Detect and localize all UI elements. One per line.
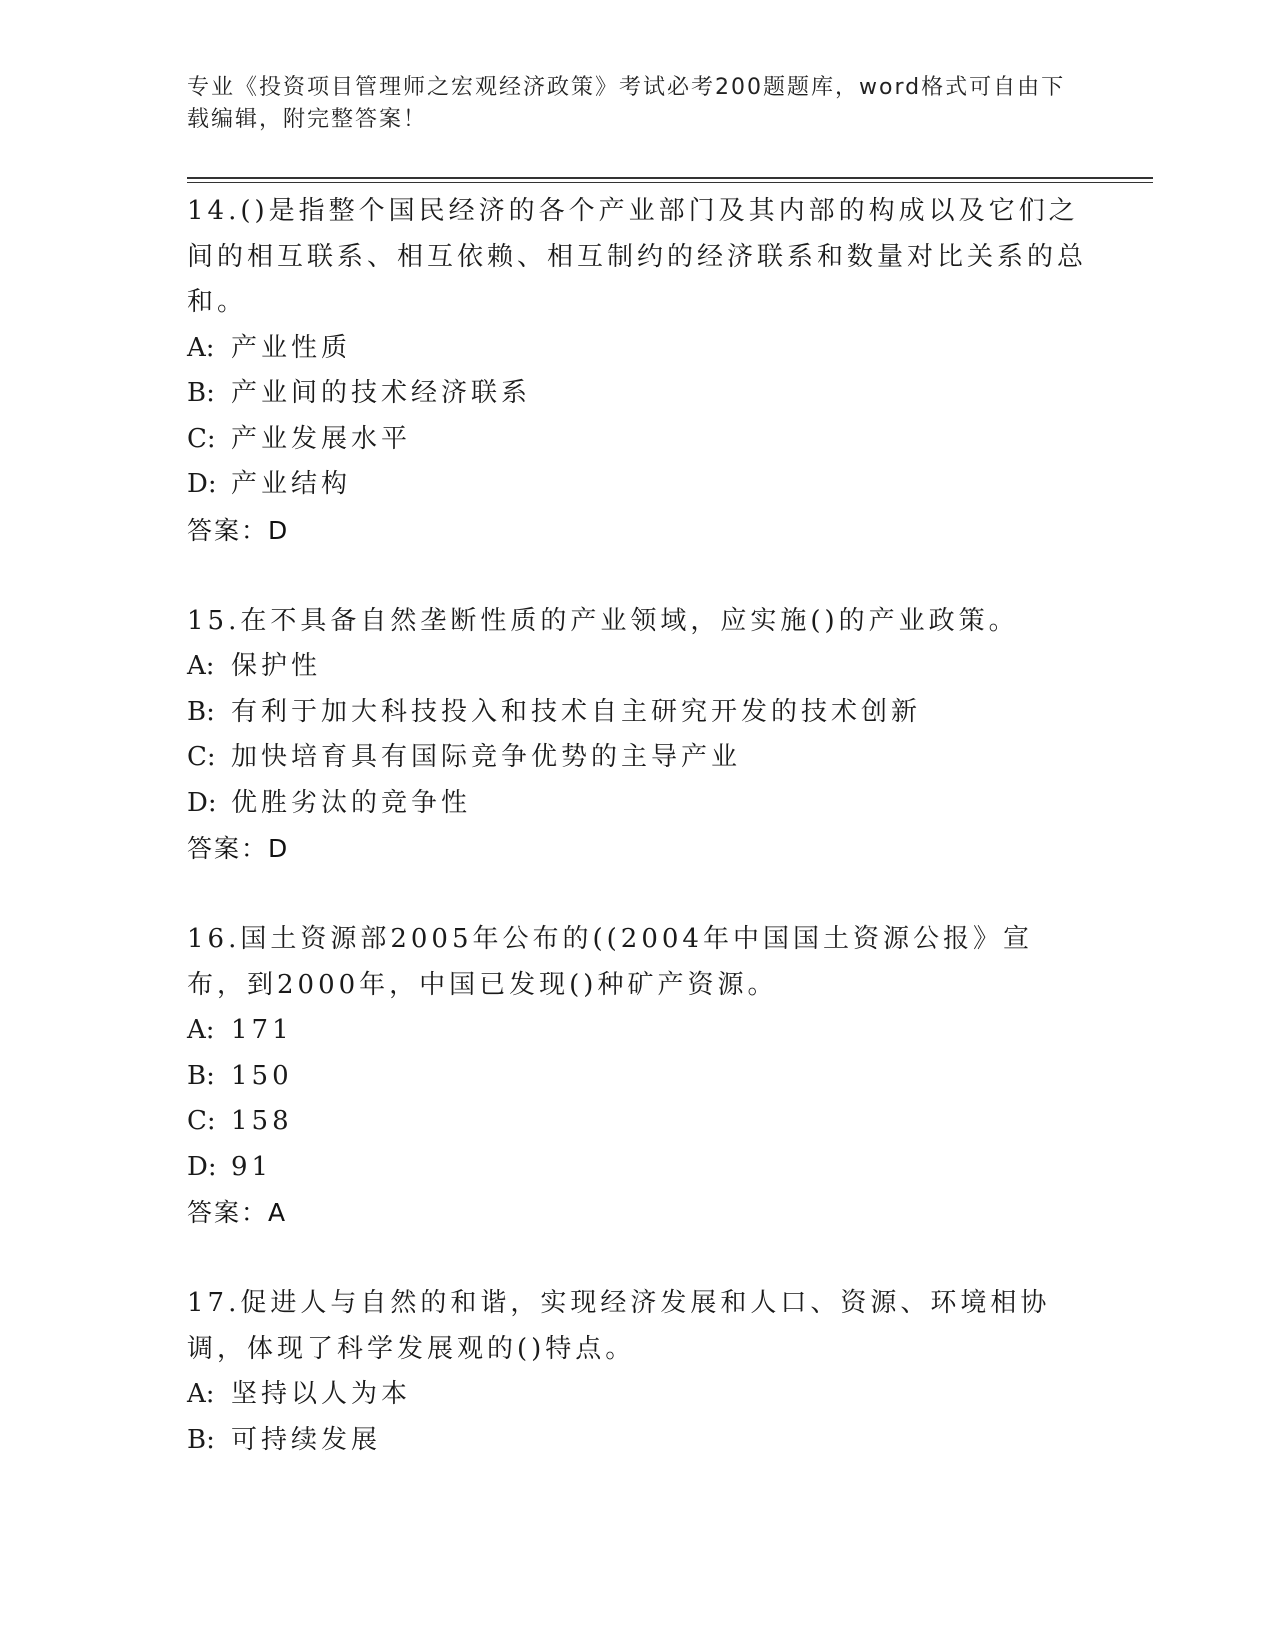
option-b: [187, 371, 1087, 417]
option-text: 坚持以人为本: [231, 1379, 412, 1409]
question-list: [187, 189, 1087, 1463]
option-b: [187, 1418, 1087, 1464]
option-letter: C:: [187, 423, 216, 454]
header-divider: [187, 177, 1153, 183]
option-letter: B:: [187, 696, 215, 727]
option-text: 171: [231, 1015, 293, 1045]
option-text: 有利于加大科技投入和技术自主研究开发的技术创新: [231, 696, 922, 727]
option-text: 保护性: [231, 651, 322, 681]
question-stem: 14.()是指整个国民经济的各个产业部门及其内部的构成以及它们之间的相互联系、相互依赖、相互制约的经济联系和数量对比关系的总和。: [187, 196, 1088, 317]
option-text: 158: [231, 1106, 293, 1136]
option-text: 产业结构: [231, 469, 352, 499]
option-text: 150: [231, 1060, 293, 1091]
question-spacer: [187, 553, 1087, 599]
option-letter: B:: [187, 378, 215, 408]
option-text: 加快培育具有国际竞争优势的主导产业: [231, 742, 742, 772]
question-spacer: [187, 872, 1087, 918]
answer-line: 答案：D: [187, 515, 290, 545]
option-text: 可持续发展: [231, 1424, 382, 1455]
option-text: 产业发展水平: [231, 423, 412, 454]
option-text: 91: [231, 1151, 273, 1182]
option-a: [187, 644, 1087, 690]
option-c: [187, 417, 1087, 463]
option-letter: A:: [187, 332, 215, 363]
option-letter: A:: [187, 1379, 215, 1409]
option-text: 产业间的技术经济联系: [231, 378, 532, 408]
option-c: [187, 1099, 1087, 1145]
question-16: [187, 917, 1087, 1236]
question-spacer: [187, 1236, 1087, 1282]
option-d: [187, 1145, 1087, 1191]
option-letter: A:: [187, 651, 215, 681]
option-a: [187, 1372, 1087, 1418]
option-a: [187, 1008, 1087, 1054]
question-stem: 15.在不具备自然垄断性质的产业领域，应实施()的产业政策。: [187, 605, 1019, 636]
option-letter: D:: [187, 787, 217, 818]
option-d: [187, 781, 1087, 827]
option-letter: C:: [187, 1106, 216, 1136]
option-text: 产业性质: [231, 332, 352, 363]
answer-line: 答案：A: [187, 1198, 288, 1227]
option-letter: D:: [187, 469, 217, 499]
option-letter: A:: [187, 1015, 215, 1045]
question-14: [187, 189, 1087, 553]
option-a: [187, 326, 1087, 372]
option-letter: B:: [187, 1060, 215, 1091]
option-letter: B:: [187, 1424, 215, 1455]
option-c: [187, 735, 1087, 781]
question-17: [187, 1281, 1087, 1463]
question-stem: 17.促进人与自然的和谐，实现经济发展和人口、资源、环境相协调，体现了科学发展观的()特点。: [187, 1288, 1051, 1364]
option-d: [187, 462, 1087, 508]
question-stem: 16.国土资源部2005年公布的((2004年中国国土资源公报》宣布，到2000年，中国已发现()种矿产资源。: [187, 924, 1033, 1000]
option-letter: C:: [187, 742, 216, 772]
option-b: [187, 690, 1087, 736]
option-text: 优胜劣汰的竞争性: [231, 787, 472, 818]
option-letter: D:: [187, 1151, 217, 1182]
document-header: 专业《投资项目管理师之宏观经济政策》考试必考200题题库，word格式可自由下载编辑，附完整答案！: [187, 75, 1066, 132]
question-15: [187, 599, 1087, 872]
answer-line: 答案：D: [187, 834, 290, 863]
option-b: [187, 1054, 1087, 1100]
